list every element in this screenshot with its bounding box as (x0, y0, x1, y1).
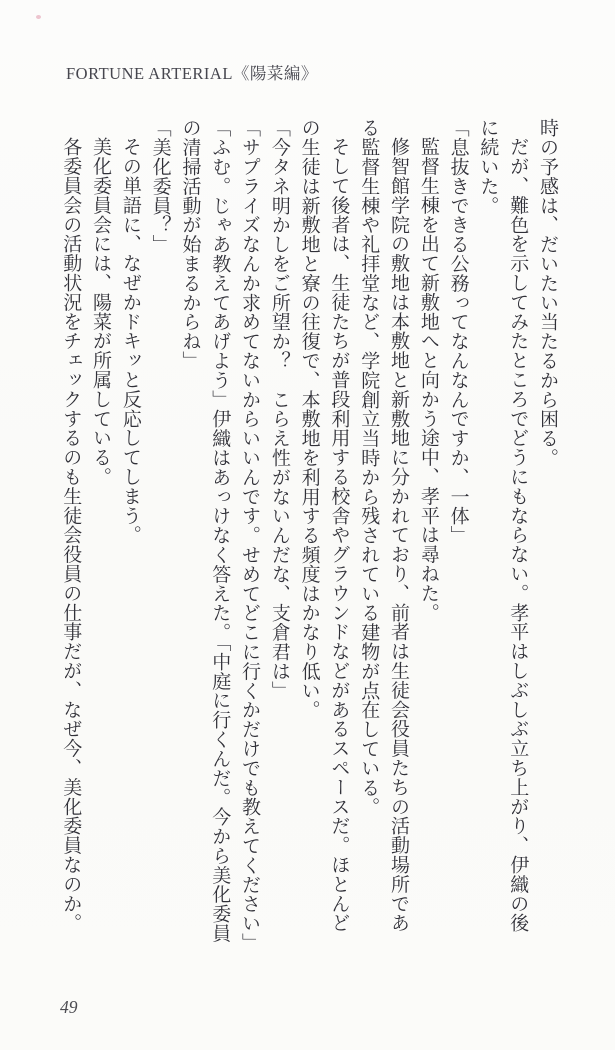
text-line: 「息抜きできる公務ってなんなんですか、一体」 (447, 118, 469, 545)
text-line: 「サプライズなんか求めてないからいいんです。せめてどこに行くかだけでも教えてください」 (239, 118, 261, 953)
text-line: 美化委員会には、陽菜が所属している。 (90, 137, 112, 487)
running-header-title: FORTUNE ARTERIAL《陽菜編》 (66, 64, 318, 83)
text-line: そして後者は、生徒たちが普段利用する校舎やグラウンドなどがあるスペースだ。ほとんど (328, 137, 350, 933)
text-line: に続いた。 (477, 118, 499, 215)
text-line: 各委員会の活動状況をチェックするのも生徒会役員の仕事だが、なぜ今、美化委員なのか。 (60, 137, 82, 933)
text-line: その単語に、なぜかドキッと反応してしまう。 (119, 137, 141, 545)
text-line: 「美化委員？」 (149, 118, 171, 254)
text-line: 「ふむ。じゃあ教えてあげよう」伊織はあっけなく答えた。「中庭に行くんだ。今から美化委員 (209, 118, 231, 943)
scan-artifact-speck (36, 15, 41, 19)
text-line: 時の予感は、だいたい当たるから困る。 (537, 118, 558, 468)
text-line: 「今タネ明かしをご所望か？ こらえ性がないんだな、支倉君は」 (268, 118, 290, 700)
text-line: の生徒は新敷地と寮の往復で、本敷地を利用する頻度はかなり低い。 (298, 118, 320, 720)
vertical-text-body (54, 118, 562, 960)
page-number: 49 (60, 997, 78, 1017)
text-line: だが、難色を示してみたところでどうにもならない。孝平はしぶしぶ立ち上がり、伊織の後 (507, 137, 529, 933)
text-line: る監督生棟や礼拝堂など、学院創立当時から残されている建物が点在している。 (358, 118, 380, 817)
text-line: 修智館学院の敷地は本敷地と新敷地に分かれており、前者は生徒会役員たちの活動場所であ (388, 137, 410, 933)
text-line: 監督生棟を出て新敷地へと向かう途中、孝平は尋ねた。 (417, 137, 439, 622)
text-line: の清掃活動が始まるからね」 (179, 118, 201, 371)
